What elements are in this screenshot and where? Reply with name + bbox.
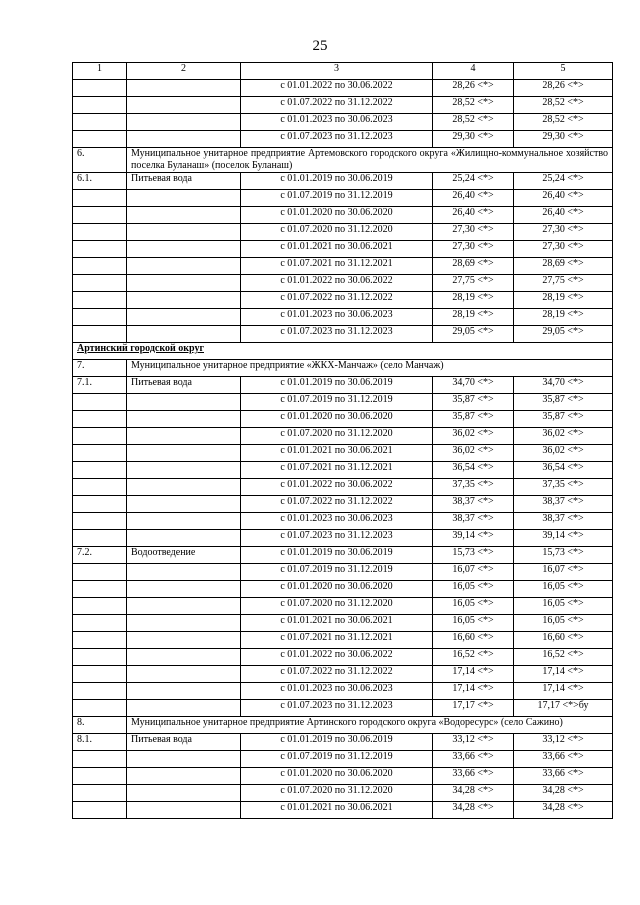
period-cell: с 01.01.2021 по 30.06.2021 (241, 802, 433, 819)
tariff-value: 35,87 <*> (514, 411, 613, 428)
period-cell: с 01.07.2021 по 31.12.2021 (241, 462, 433, 479)
period-cell: с 01.07.2023 по 31.12.2023 (241, 700, 433, 717)
header-cell: 5 (514, 63, 613, 80)
row-number (73, 131, 127, 148)
table-row (73, 564, 613, 581)
period-cell: с 01.07.2019 по 31.12.2019 (241, 394, 433, 411)
region-cell (73, 343, 613, 360)
tariff-value: 16,05 <*> (514, 598, 613, 615)
tariff-table (72, 62, 613, 819)
period-cell: с 01.07.2022 по 31.12.2022 (241, 666, 433, 683)
service-name (127, 241, 241, 258)
service-name (127, 496, 241, 513)
row-number: 7.1. (73, 377, 127, 394)
period-cell: с 01.07.2019 по 31.12.2019 (241, 564, 433, 581)
row-number (73, 683, 127, 700)
row-number (73, 114, 127, 131)
row-number (73, 292, 127, 309)
tariff-value: 25,24 <*> (514, 173, 613, 190)
table-row (73, 530, 613, 547)
table-row (73, 80, 613, 97)
service-name (127, 207, 241, 224)
period-cell: с 01.01.2021 по 30.06.2021 (241, 615, 433, 632)
period-cell: с 01.07.2019 по 31.12.2019 (241, 190, 433, 207)
tariff-value: 33,66 <*> (514, 768, 613, 785)
header-cell: 2 (127, 63, 241, 80)
period-cell: с 01.07.2020 по 31.12.2020 (241, 428, 433, 445)
row-number (73, 666, 127, 683)
service-name (127, 751, 241, 768)
tariff-value: 26,40 <*> (433, 207, 514, 224)
row-number: 7. (73, 360, 127, 377)
service-name (127, 666, 241, 683)
tariff-value: 28,19 <*> (514, 292, 613, 309)
tariff-value: 17,14 <*> (433, 666, 514, 683)
row-number (73, 598, 127, 615)
organization-name: Муниципальное унитарное предприятие «ЖКХ-Манчаж» (село Манчаж) (127, 360, 613, 377)
tariff-value: 16,52 <*> (433, 649, 514, 666)
tariff-value: 17,14 <*> (433, 683, 514, 700)
row-number (73, 275, 127, 292)
tariff-value: 28,26 <*> (433, 80, 514, 97)
row-number (73, 564, 127, 581)
tariff-value: 36,02 <*> (433, 428, 514, 445)
period-cell: с 01.01.2022 по 30.06.2022 (241, 479, 433, 496)
tariff-value: 35,87 <*> (433, 394, 514, 411)
period-cell: с 01.07.2021 по 31.12.2021 (241, 632, 433, 649)
period-cell: с 01.01.2022 по 30.06.2022 (241, 649, 433, 666)
tariff-value: 27,30 <*> (433, 224, 514, 241)
table-row (73, 479, 613, 496)
tariff-value: 34,70 <*> (433, 377, 514, 394)
tariff-value: 16,60 <*> (514, 632, 613, 649)
table-row (73, 768, 613, 785)
service-name (127, 309, 241, 326)
table-row (73, 802, 613, 819)
tariff-value: 34,28 <*> (514, 802, 613, 819)
tariff-value: 27,30 <*> (514, 241, 613, 258)
service-name (127, 530, 241, 547)
period-cell: с 01.01.2020 по 30.06.2020 (241, 768, 433, 785)
service-name (127, 632, 241, 649)
period-cell: с 01.01.2022 по 30.06.2022 (241, 275, 433, 292)
table-row (73, 547, 613, 564)
tariff-value: 28,69 <*> (433, 258, 514, 275)
row-number (73, 190, 127, 207)
tariff-value: 38,37 <*> (514, 496, 613, 513)
tariff-value: 16,05 <*> (433, 581, 514, 598)
period-cell: с 01.01.2023 по 30.06.2023 (241, 513, 433, 530)
service-name (127, 131, 241, 148)
service-name (127, 564, 241, 581)
tariff-value: 33,66 <*> (514, 751, 613, 768)
tariff-value: 34,28 <*> (514, 785, 613, 802)
tariff-value: 33,66 <*> (433, 768, 514, 785)
table-row (73, 394, 613, 411)
tariff-value: 29,05 <*> (514, 326, 613, 343)
table-row (73, 666, 613, 683)
service-name (127, 768, 241, 785)
service-name: Питьевая вода (127, 377, 241, 394)
table-row (73, 683, 613, 700)
row-number (73, 462, 127, 479)
period-cell: с 01.01.2023 по 30.06.2023 (241, 309, 433, 326)
organization-name: Муниципальное унитарное предприятие Артинского городского округа «Водоресурс» (село Сажино) (127, 717, 613, 734)
tariff-value: 33,12 <*> (433, 734, 514, 751)
tariff-value: 36,02 <*> (514, 428, 613, 445)
table-row (73, 513, 613, 530)
organization-row (73, 148, 613, 173)
table-row (73, 275, 613, 292)
table-row (73, 462, 613, 479)
period-cell: с 01.01.2019 по 30.06.2019 (241, 734, 433, 751)
table-row (73, 649, 613, 666)
row-number (73, 615, 127, 632)
row-number (73, 700, 127, 717)
service-name: Водоотведение (127, 547, 241, 564)
tariff-value: 37,35 <*> (433, 479, 514, 496)
service-name (127, 615, 241, 632)
period-cell: с 01.07.2021 по 31.12.2021 (241, 258, 433, 275)
row-number (73, 241, 127, 258)
table-row (73, 751, 613, 768)
period-cell: с 01.07.2019 по 31.12.2019 (241, 751, 433, 768)
period-cell: с 01.01.2020 по 30.06.2020 (241, 411, 433, 428)
tariff-value: 35,87 <*> (514, 394, 613, 411)
tariff-value: 15,73 <*> (433, 547, 514, 564)
row-number (73, 768, 127, 785)
row-number (73, 479, 127, 496)
organization-row (73, 360, 613, 377)
tariff-value: 16,05 <*> (514, 615, 613, 632)
table-row (73, 734, 613, 751)
tariff-value: 17,17 <*>бу (514, 700, 613, 717)
tariff-value: 28,19 <*> (514, 309, 613, 326)
row-number: 8.1. (73, 734, 127, 751)
period-cell: с 01.07.2022 по 31.12.2022 (241, 496, 433, 513)
tariff-value: 28,69 <*> (514, 258, 613, 275)
service-name (127, 683, 241, 700)
tariff-value: 17,17 <*> (433, 700, 514, 717)
row-number: 8. (73, 717, 127, 734)
tariff-value: 33,12 <*> (514, 734, 613, 751)
tariff-value: 28,52 <*> (514, 97, 613, 114)
tariff-value: 29,30 <*> (433, 131, 514, 148)
tariff-value: 37,35 <*> (514, 479, 613, 496)
table-row (73, 326, 613, 343)
row-number (73, 428, 127, 445)
tariff-value: 38,37 <*> (514, 513, 613, 530)
table-row (73, 224, 613, 241)
service-name (127, 479, 241, 496)
period-cell: с 01.01.2019 по 30.06.2019 (241, 173, 433, 190)
period-cell: с 01.07.2022 по 31.12.2022 (241, 292, 433, 309)
row-number (73, 326, 127, 343)
row-number (73, 751, 127, 768)
row-number (73, 649, 127, 666)
table-row (73, 785, 613, 802)
tariff-value: 28,19 <*> (433, 292, 514, 309)
tariff-value: 36,54 <*> (433, 462, 514, 479)
row-number (73, 394, 127, 411)
service-name (127, 785, 241, 802)
header-cell: 4 (433, 63, 514, 80)
service-name (127, 700, 241, 717)
service-name (127, 275, 241, 292)
period-cell: с 01.07.2023 по 31.12.2023 (241, 326, 433, 343)
tariff-value: 33,66 <*> (433, 751, 514, 768)
table-row (73, 309, 613, 326)
tariff-value: 38,37 <*> (433, 513, 514, 530)
region-row (73, 343, 613, 360)
tariff-value: 16,07 <*> (433, 564, 514, 581)
table-row (73, 598, 613, 615)
service-name (127, 428, 241, 445)
table-row (73, 131, 613, 148)
tariff-value: 29,30 <*> (514, 131, 613, 148)
tariff-value: 27,30 <*> (514, 224, 613, 241)
tariff-value: 25,24 <*> (433, 173, 514, 190)
tariff-value: 36,02 <*> (433, 445, 514, 462)
row-number (73, 632, 127, 649)
table-row (73, 496, 613, 513)
row-number (73, 258, 127, 275)
tariff-value: 16,05 <*> (433, 615, 514, 632)
service-name (127, 292, 241, 309)
row-number (73, 445, 127, 462)
period-cell: с 01.07.2023 по 31.12.2023 (241, 131, 433, 148)
service-name (127, 326, 241, 343)
row-number (73, 496, 127, 513)
table-row (73, 700, 613, 717)
tariff-value: 26,40 <*> (433, 190, 514, 207)
tariff-value: 27,30 <*> (433, 241, 514, 258)
service-name (127, 445, 241, 462)
organization-row (73, 717, 613, 734)
service-name: Питьевая вода (127, 734, 241, 751)
tariff-value: 39,14 <*> (514, 530, 613, 547)
row-number (73, 513, 127, 530)
service-name (127, 258, 241, 275)
period-cell: с 01.01.2021 по 30.06.2021 (241, 445, 433, 462)
tariff-value: 28,52 <*> (433, 97, 514, 114)
tariff-value: 35,87 <*> (433, 411, 514, 428)
tariff-value: 28,19 <*> (433, 309, 514, 326)
region-name: Артинский городской округ (77, 343, 204, 354)
tariff-value: 16,07 <*> (514, 564, 613, 581)
service-name (127, 513, 241, 530)
row-number (73, 411, 127, 428)
tariff-value: 15,73 <*> (514, 547, 613, 564)
tariff-value: 28,26 <*> (514, 80, 613, 97)
period-cell: с 01.07.2020 по 31.12.2020 (241, 598, 433, 615)
tariff-value: 34,70 <*> (514, 377, 613, 394)
page-number: 25 (312, 38, 328, 54)
tariff-value: 26,40 <*> (514, 207, 613, 224)
service-name: Питьевая вода (127, 173, 241, 190)
period-cell: с 01.07.2020 по 31.12.2020 (241, 785, 433, 802)
period-cell: с 01.07.2022 по 31.12.2022 (241, 97, 433, 114)
table-row (73, 428, 613, 445)
period-cell: с 01.01.2023 по 30.06.2023 (241, 683, 433, 700)
table-row (73, 445, 613, 462)
table-row (73, 292, 613, 309)
tariff-value: 34,28 <*> (433, 785, 514, 802)
service-name (127, 114, 241, 131)
tariff-value: 17,14 <*> (514, 683, 613, 700)
row-number: 6.1. (73, 173, 127, 190)
tariff-value: 28,52 <*> (433, 114, 514, 131)
service-name (127, 97, 241, 114)
row-number (73, 207, 127, 224)
service-name (127, 80, 241, 97)
tariff-value: 28,52 <*> (514, 114, 613, 131)
row-number (73, 80, 127, 97)
table-row (73, 190, 613, 207)
table-row (73, 207, 613, 224)
tariff-value: 38,37 <*> (433, 496, 514, 513)
header-cell: 3 (241, 63, 433, 80)
row-number (73, 97, 127, 114)
period-cell: с 01.01.2022 по 30.06.2022 (241, 80, 433, 97)
tariff-value: 36,54 <*> (514, 462, 613, 479)
service-name (127, 649, 241, 666)
table-row (73, 411, 613, 428)
tariff-value: 16,05 <*> (433, 598, 514, 615)
service-name (127, 581, 241, 598)
period-cell: с 01.01.2023 по 30.06.2023 (241, 114, 433, 131)
table-row (73, 632, 613, 649)
tariff-value: 17,14 <*> (514, 666, 613, 683)
row-number: 7.2. (73, 547, 127, 564)
service-name (127, 462, 241, 479)
table-row (73, 581, 613, 598)
tariff-value: 27,75 <*> (433, 275, 514, 292)
period-cell: с 01.01.2019 по 30.06.2019 (241, 377, 433, 394)
period-cell: с 01.07.2023 по 31.12.2023 (241, 530, 433, 547)
row-number (73, 530, 127, 547)
tariff-value: 16,60 <*> (433, 632, 514, 649)
row-number (73, 785, 127, 802)
tariff-value: 39,14 <*> (433, 530, 514, 547)
row-number (73, 802, 127, 819)
service-name (127, 224, 241, 241)
period-cell: с 01.01.2021 по 30.06.2021 (241, 241, 433, 258)
table-row (73, 97, 613, 114)
service-name (127, 394, 241, 411)
table-row (73, 114, 613, 131)
table-row (73, 173, 613, 190)
table-row (73, 258, 613, 275)
tariff-value: 34,28 <*> (433, 802, 514, 819)
period-cell: с 01.07.2020 по 31.12.2020 (241, 224, 433, 241)
header-row (73, 63, 613, 80)
service-name (127, 411, 241, 428)
tariff-value: 36,02 <*> (514, 445, 613, 462)
tariff-value: 27,75 <*> (514, 275, 613, 292)
tariff-value: 16,52 <*> (514, 649, 613, 666)
row-number: 6. (73, 148, 127, 173)
row-number (73, 581, 127, 598)
tariff-value: 29,05 <*> (433, 326, 514, 343)
tariff-value: 16,05 <*> (514, 581, 613, 598)
table-row (73, 241, 613, 258)
organization-name: Муниципальное унитарное предприятие Артемовского городского округа «Жилищно-коммунальное хозяйство поселка Буланаш» (поселок Буланаш) (127, 148, 613, 173)
table-row (73, 615, 613, 632)
period-cell: с 01.01.2020 по 30.06.2020 (241, 207, 433, 224)
row-number (73, 224, 127, 241)
period-cell: с 01.01.2020 по 30.06.2020 (241, 581, 433, 598)
service-name (127, 802, 241, 819)
tariff-value: 26,40 <*> (514, 190, 613, 207)
row-number (73, 309, 127, 326)
service-name (127, 598, 241, 615)
period-cell: с 01.01.2019 по 30.06.2019 (241, 547, 433, 564)
table-row (73, 377, 613, 394)
header-cell: 1 (73, 63, 127, 80)
service-name (127, 190, 241, 207)
